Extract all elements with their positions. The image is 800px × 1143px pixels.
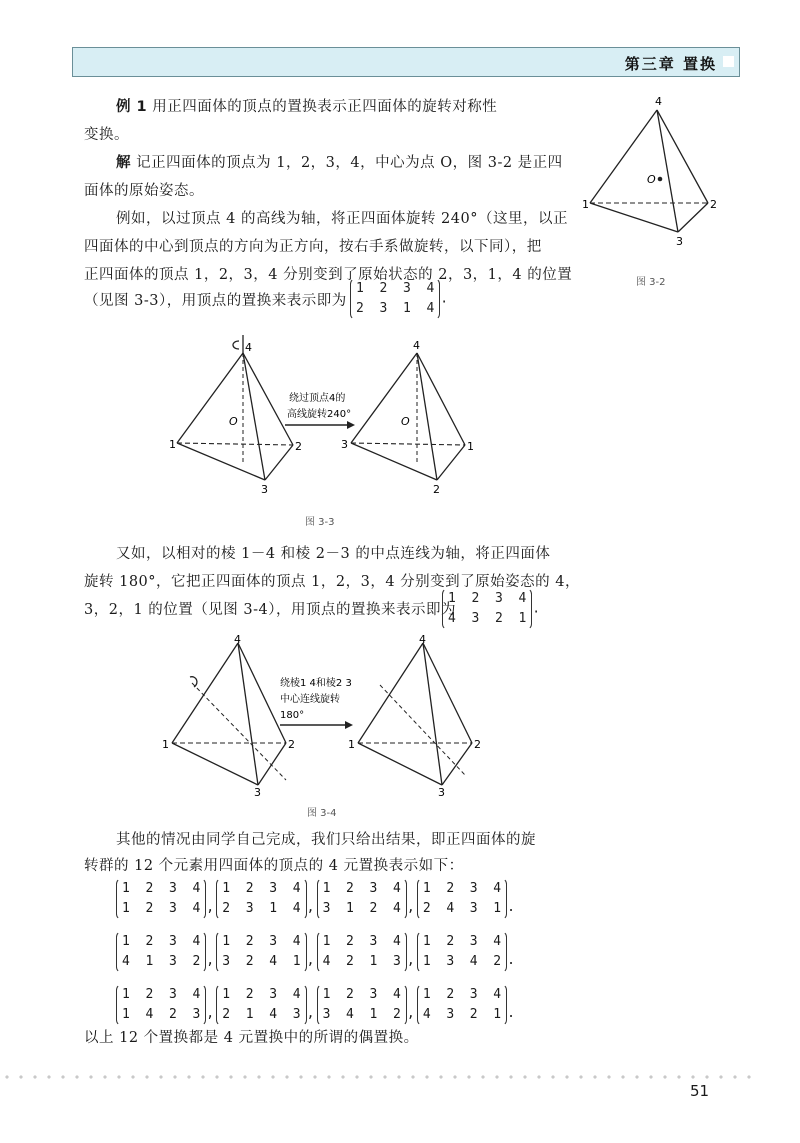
fig33-right-v3: 2 [433, 483, 440, 496]
permutation-bottom: 1 4 2 3 [122, 1007, 201, 1022]
permutation-matrix [116, 984, 206, 1026]
para1-line-4: （见图 3-3），用顶点的置换来表示即为 [84, 293, 347, 309]
permutation-separator: , [206, 1005, 215, 1021]
permutation-item [116, 878, 216, 920]
permutation-a-matrix [350, 278, 440, 320]
permutation-item [116, 931, 216, 973]
permutation-bottom: 4 3 2 1 [422, 1007, 502, 1022]
fig33-left-v4: 4 [245, 341, 252, 354]
permutation-item [317, 984, 417, 1026]
permutation-matrix [216, 878, 306, 920]
para2-line-2: 旋转 180°，它把正四面体的顶点 1，2，3，4 分别变到了原始姿态的 4， [84, 574, 580, 590]
permutation-matrix [417, 931, 507, 973]
permutation-separator: , [206, 952, 215, 968]
fig34-right-tetra [348, 635, 481, 799]
fig34-left-v2: 2 [288, 738, 295, 751]
fig34-left-v4: 4 [234, 635, 241, 646]
permutation-top: 1 2 3 4 [122, 934, 201, 949]
permutation-top: 1 2 3 4 [122, 881, 201, 896]
fig34-right-v1: 4 [419, 635, 426, 646]
permutation-bottom: 4 1 3 2 [122, 954, 201, 969]
fig33-left-center: O [229, 415, 238, 428]
permutation-bottom: 1 3 4 2 [422, 954, 502, 969]
fig33-caption: 图 3-3 [305, 517, 335, 528]
figure-3-4 [160, 635, 490, 800]
permutation-top: 1 2 3 4 [422, 934, 502, 949]
conclusion: 以上 12 个置换都是 4 元置换中的所谓的偶置换。 [84, 1030, 419, 1046]
fig32-v4: 4 [655, 95, 662, 108]
solution-line-2: 面体的原始姿态。 [84, 183, 204, 199]
fig33-arrow-line2: 高线旋转240° [287, 409, 352, 420]
permutation-matrix [417, 984, 507, 1026]
permutation-matrix [116, 878, 206, 920]
permutation-separator: , [306, 899, 315, 915]
solution-line-1 [116, 149, 563, 177]
fig34-caption: 图 3-4 [307, 808, 337, 819]
permutation-b [442, 588, 540, 630]
fig33-left-v3: 3 [261, 483, 268, 496]
permutation-top: 1 2 3 4 [422, 881, 502, 896]
permutation-b-top: 1 2 3 4 [448, 591, 527, 606]
example-text-1: 用正四面体的顶点的置换表示正四面体的旋转对称性 [152, 99, 498, 115]
permutation-row [116, 931, 556, 979]
fig32-caption: 图 3-2 [636, 277, 666, 288]
fig32-v3: 3 [676, 235, 683, 248]
fig32-v2: 2 [710, 198, 717, 211]
permutation-matrix [216, 931, 306, 973]
permutation-separator: , [406, 1005, 415, 1021]
fig33-right-center: O [401, 415, 410, 428]
fig32-center: O [647, 173, 656, 186]
example-line-2: 变换。 [84, 127, 129, 143]
chapter-header [72, 47, 740, 77]
permutation-matrix [317, 878, 407, 920]
fig34-left-v1: 1 [162, 738, 169, 751]
permutation-item [417, 984, 517, 1026]
permutation-top: 1 2 3 4 [322, 881, 401, 896]
permutation-row [116, 878, 556, 926]
fig34-left-tetra [162, 635, 295, 799]
permutation-top: 1 2 3 4 [322, 934, 401, 949]
permutation-top: 1 2 3 4 [222, 881, 301, 896]
para3-line-2: 转群的 12 个元素用四面体的顶点的 4 元置换表示如下： [84, 858, 464, 874]
center-point [658, 177, 663, 182]
permutation-separator: , [406, 952, 415, 968]
fig33-left-v2: 2 [295, 440, 302, 453]
permutation-bottom: 1 2 3 4 [122, 901, 201, 916]
permutation-item [216, 984, 316, 1026]
permutation-separator: , [206, 899, 215, 915]
permutation-bottom: 2 4 3 1 [422, 901, 502, 916]
permutation-item [216, 878, 316, 920]
header-marker [723, 56, 734, 67]
para1-line-2: 四面体的中心到顶点的方向为正方向，按右手系做旋转，以下同），把 [84, 239, 542, 255]
edge-2-3 [678, 203, 708, 232]
permutation-separator: . [507, 1005, 515, 1021]
permutation-a-suffix: . [440, 291, 449, 307]
fig32-v1: 1 [582, 198, 589, 211]
permutation-top: 1 2 3 4 [222, 987, 301, 1002]
permutation-matrix [116, 931, 206, 973]
fig33-right-v1: 3 [341, 438, 348, 451]
permutation-separator: , [306, 1005, 315, 1021]
para3-line-1: 其他的情况由同学自己完成，我们只给出结果，即正四面体的旋 [116, 832, 536, 848]
para1-line-1: 例如，以过顶点 4 的高线为轴，将正四面体旋转 240°（这里，以正 [116, 211, 568, 227]
permutation-item [417, 878, 517, 920]
permutation-top: 1 2 3 4 [122, 987, 201, 1002]
fig34-arrow-line2: 中心连线旋转 [280, 694, 340, 705]
permutation-item [317, 931, 417, 973]
fig34-right-v2: 3 [438, 786, 445, 799]
permutation-item [116, 984, 216, 1026]
solution-text-1: 记正四面体的顶点为 1，2，3，4，中心为点 O，图 3-2 是正四 [136, 155, 563, 171]
permutation-a-bottom: 2 3 1 4 [356, 301, 435, 316]
permutation-bottom: 2 1 4 3 [222, 1007, 301, 1022]
permutation-a-top: 1 2 3 4 [356, 281, 435, 296]
figure-3-2 [580, 95, 720, 255]
permutation-separator: . [507, 899, 515, 915]
permutation-bottom: 3 4 1 2 [322, 1007, 401, 1022]
permutation-b-matrix [442, 588, 532, 630]
permutation-matrix [216, 984, 306, 1026]
fig34-left-v3: 3 [254, 786, 261, 799]
permutation-separator: , [306, 952, 315, 968]
fig33-left-tetra [169, 335, 302, 496]
figure-3-3 [165, 335, 485, 510]
permutation-separator: , [406, 899, 415, 915]
permutation-matrix [317, 931, 407, 973]
edge-1-3 [590, 203, 678, 232]
permutation-a [350, 278, 448, 320]
permutation-item [417, 931, 517, 973]
permutation-top: 1 2 3 4 [222, 934, 301, 949]
fig33-right-tetra [341, 339, 474, 496]
permutation-separator: . [507, 952, 515, 968]
permutation-matrix [317, 984, 407, 1026]
permutation-matrix [417, 878, 507, 920]
fig33-right-v4: 4 [413, 339, 420, 352]
fig33-left-v1: 1 [169, 438, 176, 451]
permutation-top: 1 2 3 4 [322, 987, 401, 1002]
fig33-arrow-line1: 绕过顶点4的 [289, 393, 346, 404]
fig34-right-v4: 1 [348, 738, 355, 751]
permutation-list [116, 878, 556, 1037]
solution-label: 解 [116, 155, 131, 171]
footer-dots [0, 1075, 760, 1079]
permutation-top: 1 2 3 4 [422, 987, 502, 1002]
para1-line-3: 正四面体的顶点 1，2，3，4 分别变到了原始状态的 2，3，1，4 的位置 [84, 267, 573, 283]
edge-4-1 [590, 110, 657, 203]
fig34-arrow-line3: 180° [280, 710, 305, 721]
chapter-title: 第三章 置换 [624, 55, 717, 73]
permutation-bottom: 2 3 1 4 [222, 901, 301, 916]
example-label: 例 1 [116, 99, 148, 115]
fig33-right-v2: 1 [467, 440, 474, 453]
example-line-1 [116, 93, 497, 121]
para2-line-1: 又如，以相对的棱 1－4 和棱 2－3 的中点连线为轴，将正四面体 [116, 546, 551, 562]
permutation-item [216, 931, 316, 973]
permutation-bottom: 3 2 4 1 [222, 954, 301, 969]
page-number: 51 [690, 1082, 710, 1100]
fig34-right-v3: 2 [474, 738, 481, 751]
permutation-item [317, 878, 417, 920]
para2-line-3: 3，2，1 的位置（见图 3-4），用顶点的置换来表示即为 [84, 602, 456, 618]
permutation-bottom: 3 1 2 4 [322, 901, 401, 916]
permutation-bottom: 4 2 1 3 [322, 954, 401, 969]
fig34-arrow-line1: 绕棱1 4和棱2 3 [280, 678, 352, 689]
permutation-b-bottom: 4 3 2 1 [448, 611, 527, 626]
permutation-b-suffix: . [532, 601, 541, 617]
